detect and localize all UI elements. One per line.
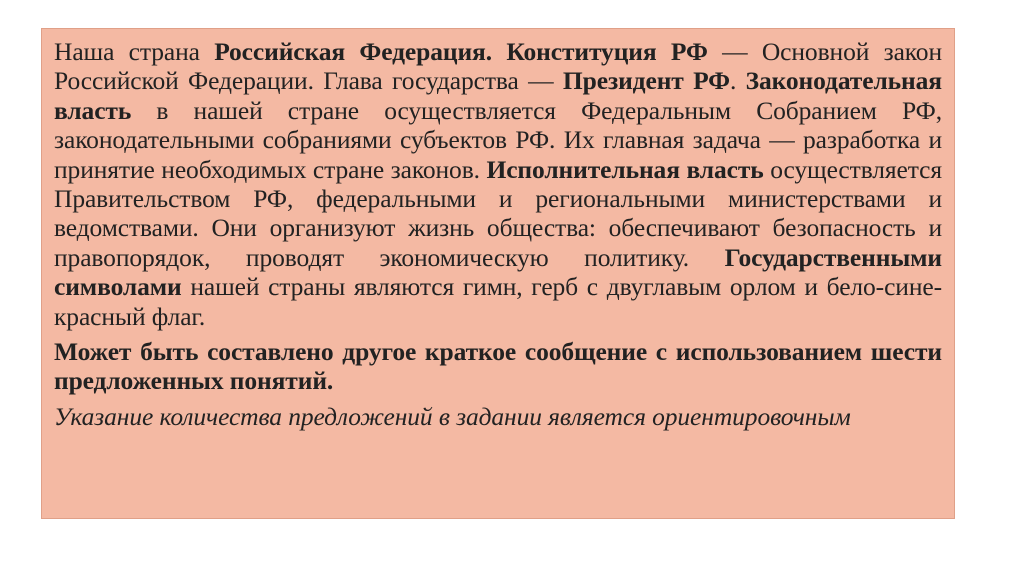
text-span: нашей страны являются гимн, герб с двуглавым орлом и бело-сине-красный флаг. bbox=[54, 272, 942, 331]
text-span: Наша страна bbox=[54, 37, 215, 66]
bold-term-constitution: Конституция РФ bbox=[506, 37, 708, 66]
text-span bbox=[492, 37, 506, 66]
text-span: . bbox=[729, 66, 746, 96]
bold-term-executive-power: Исполнительная власть bbox=[486, 154, 764, 184]
bold-term-president: Президент РФ bbox=[562, 66, 730, 96]
text-span: в нашей стране осуществляется Федеральным Собранием РФ, законодательными собраниями субъектов РФ. Их главная задача — разработка и принятие необходимых стране законов. bbox=[54, 95, 942, 184]
text-box bbox=[41, 28, 955, 519]
main-paragraph bbox=[54, 37, 942, 331]
hint-paragraph: Указание количества предложений в задании является ориентировочным bbox=[54, 402, 851, 432]
note-paragraph: Может быть составлено другое краткое сообщение с использованием шести предложенных понятий. bbox=[54, 337, 942, 395]
bold-term-legislative-power: Законодательная власть bbox=[54, 66, 942, 125]
bold-term-russian-federation: Российская Федерация. bbox=[214, 37, 493, 66]
text-span: осуществляется Правительством РФ, федеральными и региональными министерствами и ведомствами. Они организуют жизнь общества: обеспечивают безопасность и правопорядок, проводят экономическую политику. bbox=[54, 154, 942, 272]
text-span: — Основной закон Российской Федерации. Глава государства — bbox=[54, 37, 942, 96]
bold-term-state-symbols: Государственными символами bbox=[54, 242, 942, 302]
